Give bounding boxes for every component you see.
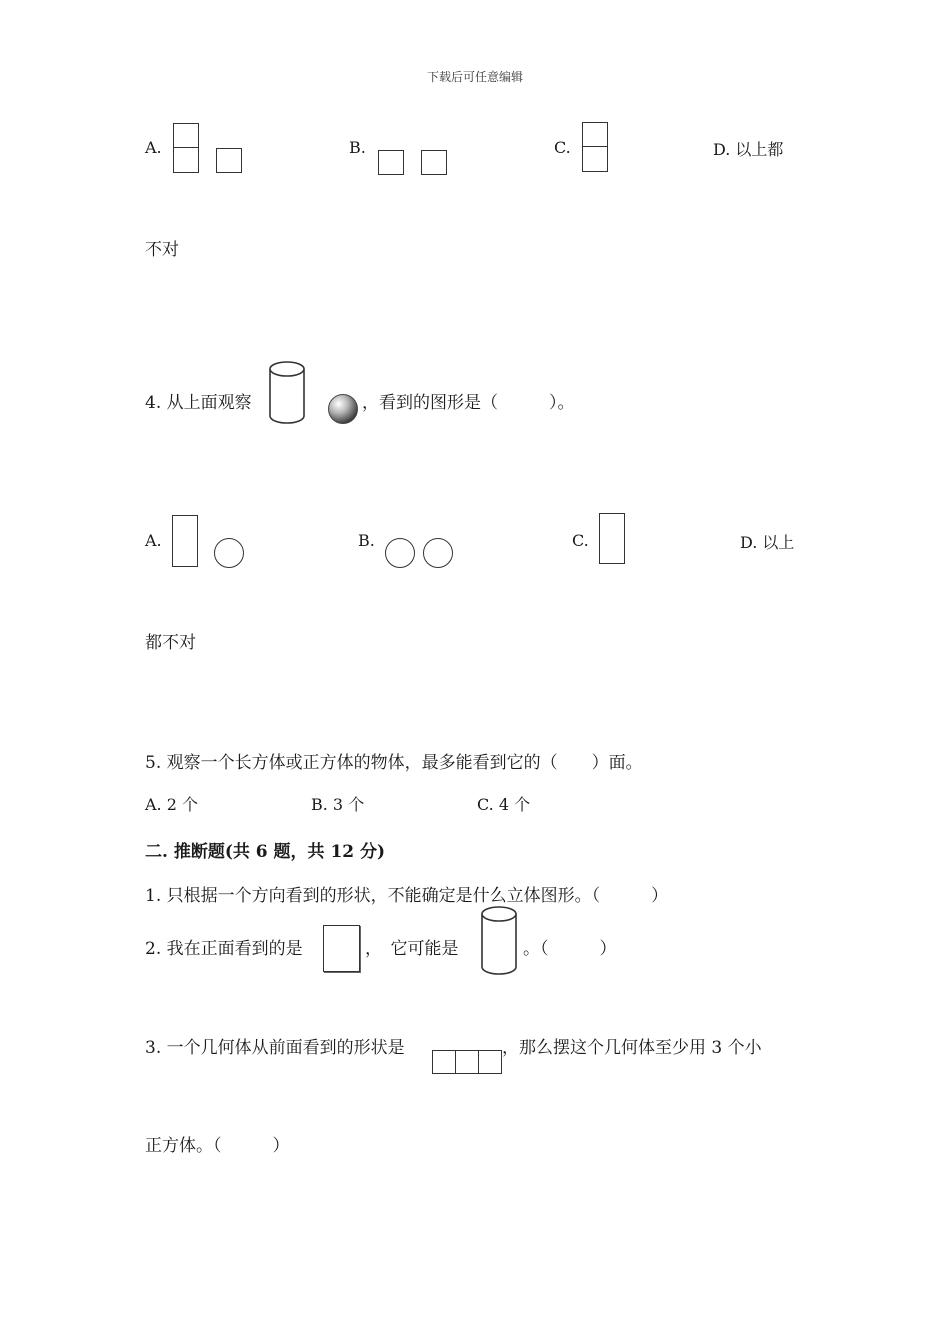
section-title: 二. 推断题(共 6 题，共 12 分) bbox=[145, 842, 386, 862]
q3-option-d-label: D. 以上都 bbox=[713, 140, 784, 159]
s2-q2-text-after: 。（ ） bbox=[523, 939, 617, 959]
q5-option-b: B. 3 个 bbox=[311, 795, 365, 814]
q5-option-c: C. 4 个 bbox=[477, 795, 531, 814]
q4-text-after: ，看到的图形是（ ）。 bbox=[362, 393, 575, 413]
q5-option-a: A. 2 个 bbox=[145, 795, 198, 814]
q4-option-d-wrap: 都不对 bbox=[145, 633, 196, 653]
q4-option-b-label: B. bbox=[358, 531, 375, 550]
s2-q2-text-before: 2. 我在正面看到的是 bbox=[145, 939, 303, 959]
q3-option-c-label: C. bbox=[554, 138, 571, 157]
q3-option-d-wrap: 不对 bbox=[145, 240, 179, 260]
s2-q1-text: 1. 只根据一个方向看到的形状，不能确定是什么立体图形。（ ） bbox=[145, 886, 669, 906]
q3-option-b-label: B. bbox=[349, 138, 366, 157]
q4-text-before: 4. 从上面观察 bbox=[145, 393, 252, 413]
sphere-icon bbox=[327, 393, 359, 425]
s2-q3-text-after: ，那么摆这个几何体至少用 3 个小 bbox=[502, 1038, 762, 1058]
q3-option-a-label: A. bbox=[145, 138, 162, 157]
s2-q3-text-before: 3. 一个几何体从前面看到的形状是 bbox=[145, 1038, 405, 1058]
rectangle-icon bbox=[323, 925, 360, 972]
q4-option-d-label: D. 以上 bbox=[740, 533, 795, 552]
s2-q3-text-wrap: 正方体。（ ） bbox=[145, 1136, 290, 1156]
q5-text: 5. 观察一个长方体或正方体的物体，最多能看到它的（ ）面。 bbox=[145, 753, 643, 773]
cylinder-icon bbox=[480, 905, 518, 977]
cylinder-icon bbox=[268, 360, 306, 426]
page-header: 下载后可任意编辑 bbox=[426, 70, 523, 84]
q4-option-a-label: A. bbox=[145, 531, 162, 550]
s2-q2-text-mid: ， 它可能是 bbox=[365, 939, 459, 959]
q4-option-c-label: C. bbox=[572, 531, 589, 550]
